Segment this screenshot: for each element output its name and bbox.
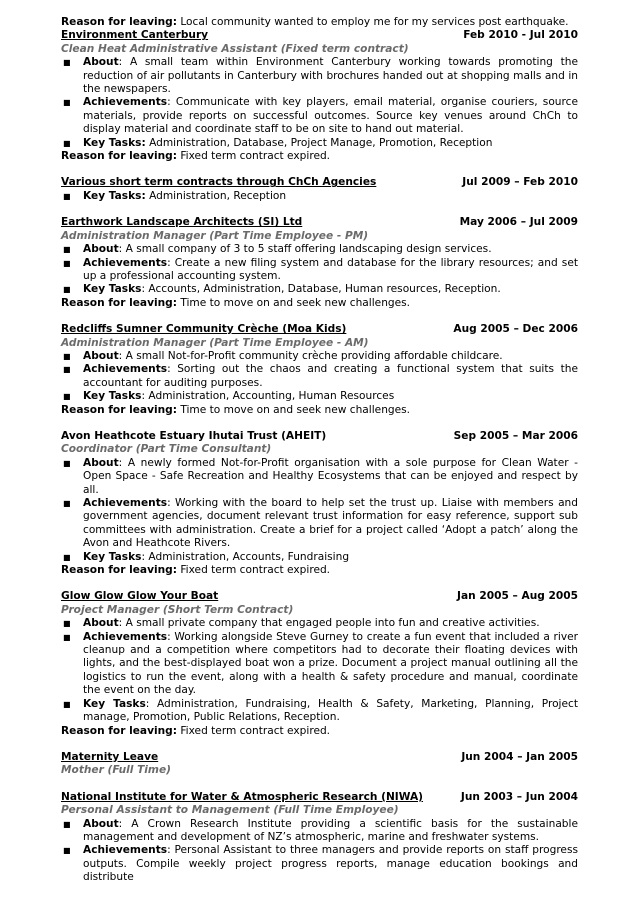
bullet-icon: ■ xyxy=(63,499,71,508)
bullet-icon: ■ xyxy=(63,365,71,375)
bullet-item: ■ Achievements: Communicate with key players, email material, organise couriers, source materials, provide reports on successful outcomes. Source key venues around ChCh to display material and coordinate staff to be on site to hand out material. xyxy=(63,96,578,136)
job-header xyxy=(61,323,578,336)
bullet-item: ■ Key Tasks: Accounts, Administration, Database, Human resources, Reception. xyxy=(63,283,501,296)
job-header xyxy=(61,791,578,804)
job-dates: Jan 2005 – Aug 2005 xyxy=(457,590,578,603)
reason-for-leaving: Reason for leaving: Fixed term contract expired. xyxy=(61,564,331,577)
job-header xyxy=(61,29,578,42)
resume-page xyxy=(61,16,578,885)
reason-for-leaving: Reason for leaving: Time to move on and seek new challenges. xyxy=(61,403,411,416)
company-name: Glow Glow Glow Your Boat xyxy=(61,590,219,603)
bullet-item: ■ Achievements: Sorting out the chaos and creating a functional system that suits the accountant for auditing purposes. xyxy=(63,363,578,389)
job-role: Administration Manager (Part Time Employee - PM) xyxy=(61,229,369,242)
job-role: Mother (Full Time) xyxy=(61,764,172,777)
company-name: Avon Heathcote Estuary Ihutai Trust (AHEIT) xyxy=(61,429,327,442)
job-role: Personal Assistant to Management (Full Time Employee) xyxy=(61,804,399,817)
bullet-icon: ■ xyxy=(63,351,71,361)
job-bullets xyxy=(61,243,578,297)
reason-for-leaving: Reason for leaving: Fixed term contract expired. xyxy=(61,150,331,163)
bullet-item: ■ About: A Crown Research Institute providing a scientific basis for the sustainable management and development of NZ’s atmospheric, marine and freshwater systems. xyxy=(63,817,578,843)
bullet-item: ■ Key Tasks: Administration, Fundraising, Health & Safety, Marketing, Planning, Project manage, Promotion, Public Relations, Reception. xyxy=(63,697,578,724)
bullet-icon: ■ xyxy=(63,632,71,642)
reason-for-leaving: Reason for leaving: Local community wanted to employ me for my services post earthquake. xyxy=(61,16,569,28)
bullet-item: ■ Achievements: Personal Assistant to three managers and provide reports on staff progress outputs. Compile weekly project progress reports, manage education bookings and distribute xyxy=(63,844,578,884)
job-dates: Aug 2005 – Dec 2006 xyxy=(453,323,578,336)
company-name: Environment Canterbury xyxy=(61,29,209,42)
bullet-icon: ■ xyxy=(63,699,71,709)
bullet-icon: ■ xyxy=(63,138,71,148)
bullet-item: ■ Key Tasks: Administration, Database, Project Manage, Promotion, Reception xyxy=(63,136,493,149)
job-role: Administration Manager (Part Time Employee - AM) xyxy=(61,336,369,349)
bullet-icon: ■ xyxy=(63,58,71,68)
bullet-item: ■ Key Tasks: Administration, Reception xyxy=(63,189,287,202)
bullet-icon: ■ xyxy=(63,285,71,295)
job-bullets xyxy=(61,190,578,203)
bullet-item: ■ About: A newly formed Not-for-Profit organisation with a sole purpose for Clean Water - Open Space - Safe Recreation and Healthy Ecosystems that can be enjoyed and respect by all. xyxy=(63,456,578,496)
company-name: Earthwork Landscape Architects (SI) Ltd xyxy=(61,216,303,229)
job-bullets xyxy=(61,617,578,724)
company-name: Various short term contracts through ChCh Agencies xyxy=(61,176,377,189)
job-bullets xyxy=(61,818,578,885)
job-dates: Jun 2004 – Jan 2005 xyxy=(461,750,578,763)
bullet-item: ■ About: A small team within Environment Canterbury working towards promoting the reduction of air pollutants in Canterbury with brochures handed out at shopping malls and in the newspapers. xyxy=(63,56,578,96)
bullet-icon: ■ xyxy=(63,258,71,268)
bullet-item: ■ Achievements: Working alongside Steve Gurney to create a fun event that included a river cleanup and a competition where competitors had to decorate their floating devices with lights, and the best-displayed boat won a prize. Document a project manual outlining all the logistics to run the event, along with a health & safety procedure and manual, coordinate the event on the day. xyxy=(63,630,578,697)
job-header xyxy=(61,216,578,229)
bullet-item: ■ Key Tasks: Administration, Accounts, Fundraising xyxy=(63,550,350,563)
bullet-icon: ■ xyxy=(63,458,71,468)
bullet-item: ■ Achievements: Working with the board to help set the trust up. Liaise with members and government agencies, document relevant trust information for easy reference, support sub committees with administration. Create a brief for a project called ‘Adopt a patch’ along the Avon and Heathcote Rivers. xyxy=(63,497,578,550)
bullet-item: ■ About: A small private company that engaged people into fun and creative activities. xyxy=(63,617,540,630)
bullet-icon: ■ xyxy=(63,846,71,856)
job-header xyxy=(61,751,578,764)
bullet-icon: ■ xyxy=(63,819,71,829)
company-name: Redcliffs Sumner Community Crèche (Moa Kids) xyxy=(61,323,347,336)
job-dates: Feb 2010 - Jul 2010 xyxy=(463,29,578,42)
company-name: National Institute for Water & Atmospheric Research (NIWA) xyxy=(61,790,424,803)
bullet-item: ■ About: A small company of 3 to 5 staff offering landscaping design services. xyxy=(63,243,492,256)
job-bullets xyxy=(61,457,578,564)
bullet-item: ■ About: A small Not-for-Profit community crèche providing affordable childcare. xyxy=(63,349,503,362)
company-name: Maternity Leave xyxy=(61,750,159,763)
bullet-item: ■ Key Tasks: Administration, Accounting, Human Resources xyxy=(63,390,395,403)
reason-for-leaving: Reason for leaving: Fixed term contract expired. xyxy=(61,724,331,737)
bullet-icon: ■ xyxy=(63,245,71,255)
job-role: Coordinator (Part Time Consultant) xyxy=(61,443,272,456)
reason-for-leaving: Reason for leaving: Time to move on and seek new challenges. xyxy=(61,296,411,309)
job-dates: Sep 2005 – Mar 2006 xyxy=(453,429,578,442)
job-role: Project Manager (Short Term Contract) xyxy=(61,603,294,616)
job-dates: May 2006 – Jul 2009 xyxy=(459,216,578,229)
job-role: Clean Heat Administrative Assistant (Fixed term contract) xyxy=(61,42,409,55)
bullet-icon: ■ xyxy=(63,392,71,402)
bullet-icon: ■ xyxy=(63,191,71,201)
bullet-icon: ■ xyxy=(63,98,71,108)
job-header xyxy=(61,430,578,443)
bullet-icon: ■ xyxy=(63,552,71,562)
bullet-item: ■ Achievements: Create a new filing system and database for the library resources; and set up a professional accounting system. xyxy=(63,256,578,282)
bullet-icon: ■ xyxy=(63,619,71,629)
job-bullets xyxy=(61,350,578,404)
job-header xyxy=(61,590,578,603)
job-header xyxy=(61,176,578,189)
job-dates: Jul 2009 – Feb 2010 xyxy=(462,176,578,189)
job-bullets xyxy=(61,56,578,150)
job-dates: Jun 2003 – Jun 2004 xyxy=(460,790,578,803)
